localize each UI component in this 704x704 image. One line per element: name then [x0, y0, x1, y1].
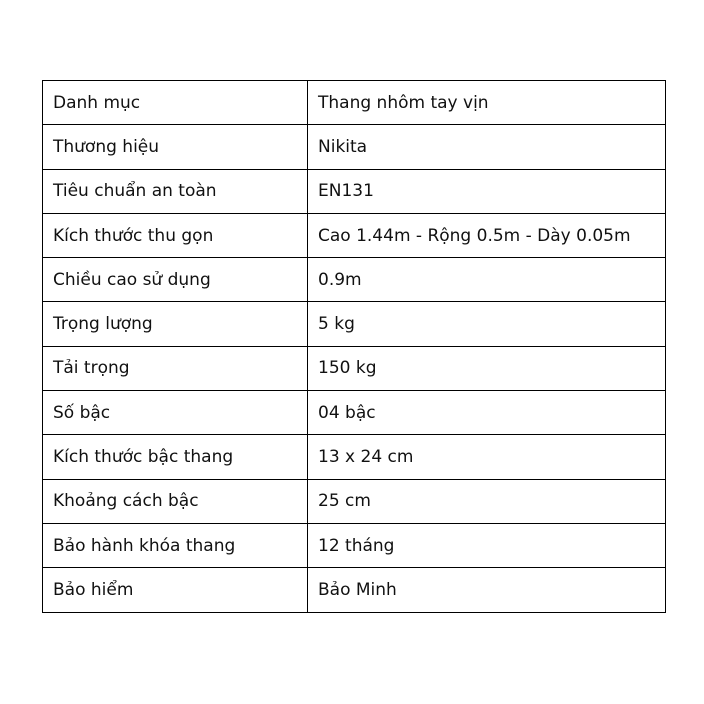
table-row: [43, 435, 666, 479]
row-value: 25 cm: [308, 479, 666, 523]
row-value: 0.9m: [308, 258, 666, 302]
table-row: [43, 391, 666, 435]
row-label: Kích thước thu gọn: [43, 213, 308, 257]
row-value: EN131: [308, 169, 666, 213]
row-value: 150 kg: [308, 346, 666, 390]
table-row: [43, 125, 666, 169]
row-label: Tải trọng: [43, 346, 308, 390]
row-label: Bảo hành khóa thang: [43, 523, 308, 567]
row-value: Cao 1.44m - Rộng 0.5m - Dày 0.05m: [308, 213, 666, 257]
row-label: Chiều cao sử dụng: [43, 258, 308, 302]
row-value: Thang nhôm tay vịn: [308, 81, 666, 125]
row-value: Nikita: [308, 125, 666, 169]
row-label: Số bậc: [43, 391, 308, 435]
row-label: Tiêu chuẩn an toàn: [43, 169, 308, 213]
row-value: Bảo Minh: [308, 568, 666, 612]
spec-table: [42, 80, 666, 613]
row-value: 13 x 24 cm: [308, 435, 666, 479]
row-value: 04 bậc: [308, 391, 666, 435]
row-label: Thương hiệu: [43, 125, 308, 169]
row-label: Trọng lượng: [43, 302, 308, 346]
table-row: [43, 523, 666, 567]
row-value: 5 kg: [308, 302, 666, 346]
row-label: Khoảng cách bậc: [43, 479, 308, 523]
row-label: Bảo hiểm: [43, 568, 308, 612]
table-row: [43, 81, 666, 125]
table-row: [43, 479, 666, 523]
table-row: [43, 346, 666, 390]
table-row: [43, 258, 666, 302]
table-row: [43, 302, 666, 346]
row-label: Kích thước bậc thang: [43, 435, 308, 479]
row-label: Danh mục: [43, 81, 308, 125]
row-value: 12 tháng: [308, 523, 666, 567]
table-row: [43, 169, 666, 213]
table-row: [43, 213, 666, 257]
table-row: [43, 568, 666, 612]
